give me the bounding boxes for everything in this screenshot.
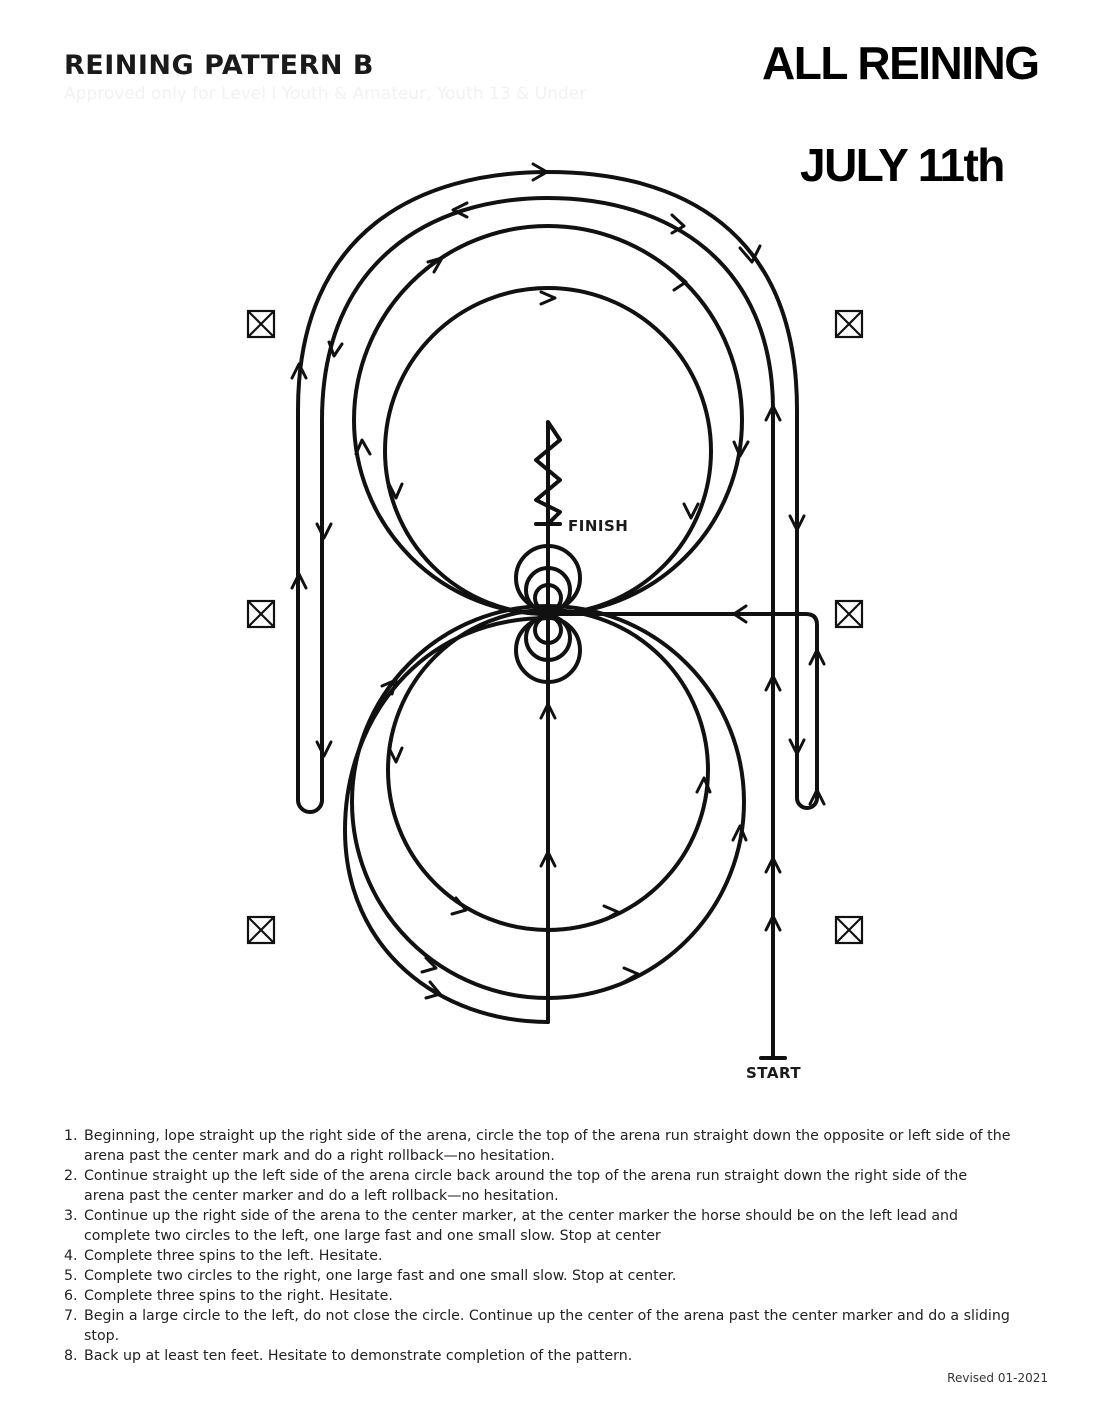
step-text: Complete two circles to the right, one large fast and one small slow. Stop at center. — [84, 1268, 677, 1284]
step-number: 6. — [64, 1288, 78, 1304]
step-text: Continue straight up the left side of the arena circle back around the top of the arena run straight down the right side of the arena past the center marker and do a left rollback—no hesitation. — [84, 1168, 968, 1204]
marker-top-right-icon — [836, 311, 862, 337]
step-number: 3. — [64, 1208, 78, 1224]
step-text: Beginning, lope straight up the right side of the arena, circle the top of the arena run straight down the opposite or left side of the arena past the center mark and do a right rollback—no hesitation. — [84, 1128, 1011, 1164]
lower-open-circle — [345, 618, 548, 1022]
step-text: Begin a large circle to the left, do not close the circle. Continue up the center of the arena past the center marker and do a sliding stop. — [84, 1308, 1010, 1344]
step-text: Complete three spins to the right. Hesitate. — [84, 1288, 393, 1304]
step-number: 1. — [64, 1128, 78, 1144]
start-label: START — [746, 1064, 802, 1082]
instruction-step — [62, 1286, 1012, 1306]
pattern-instructions — [62, 1126, 1012, 1366]
instruction-step — [62, 1166, 1012, 1206]
event-date: JULY 11th — [800, 139, 1004, 191]
marker-middle-left-icon — [248, 601, 274, 627]
marker-top-left-icon — [248, 311, 274, 337]
arena-markers — [248, 311, 862, 943]
instruction-step — [62, 1126, 1012, 1166]
marker-bottom-left-icon — [248, 917, 274, 943]
event-title: ALL REINING — [762, 37, 1039, 89]
instruction-step — [62, 1246, 1012, 1266]
instruction-step — [62, 1346, 1012, 1366]
left-rollback-path — [298, 800, 322, 812]
step-text: Complete three spins to the left. Hesitate. — [84, 1248, 383, 1264]
backup-zigzag — [536, 422, 560, 614]
step-number: 8. — [64, 1348, 78, 1364]
instruction-step — [62, 1206, 1012, 1246]
step-text: Back up at least ten feet. Hesitate to demonstrate completion of the pattern. — [84, 1348, 633, 1364]
finish-label: FINISH — [568, 517, 629, 535]
instruction-step — [62, 1266, 1012, 1286]
step-number: 4. — [64, 1248, 78, 1264]
marker-middle-right-icon — [836, 601, 862, 627]
step-number: 7. — [64, 1308, 78, 1324]
marker-bottom-right-icon — [836, 917, 862, 943]
step-number: 2. — [64, 1168, 78, 1184]
instruction-step — [62, 1306, 1012, 1346]
revision-note: Revised 01-2021 — [947, 1371, 1048, 1385]
pattern-subtitle: Approved only for Level I Youth & Amateur, Youth 13 & Under — [64, 84, 587, 104]
step-number: 5. — [64, 1268, 78, 1284]
step-text: Continue up the right side of the arena to the center marker, at the center marker the horse should be on the left lead and complete two circles to the left, one large fast and one small slow. Stop at center — [84, 1208, 959, 1244]
pattern-title: REINING PATTERN B — [64, 50, 374, 81]
